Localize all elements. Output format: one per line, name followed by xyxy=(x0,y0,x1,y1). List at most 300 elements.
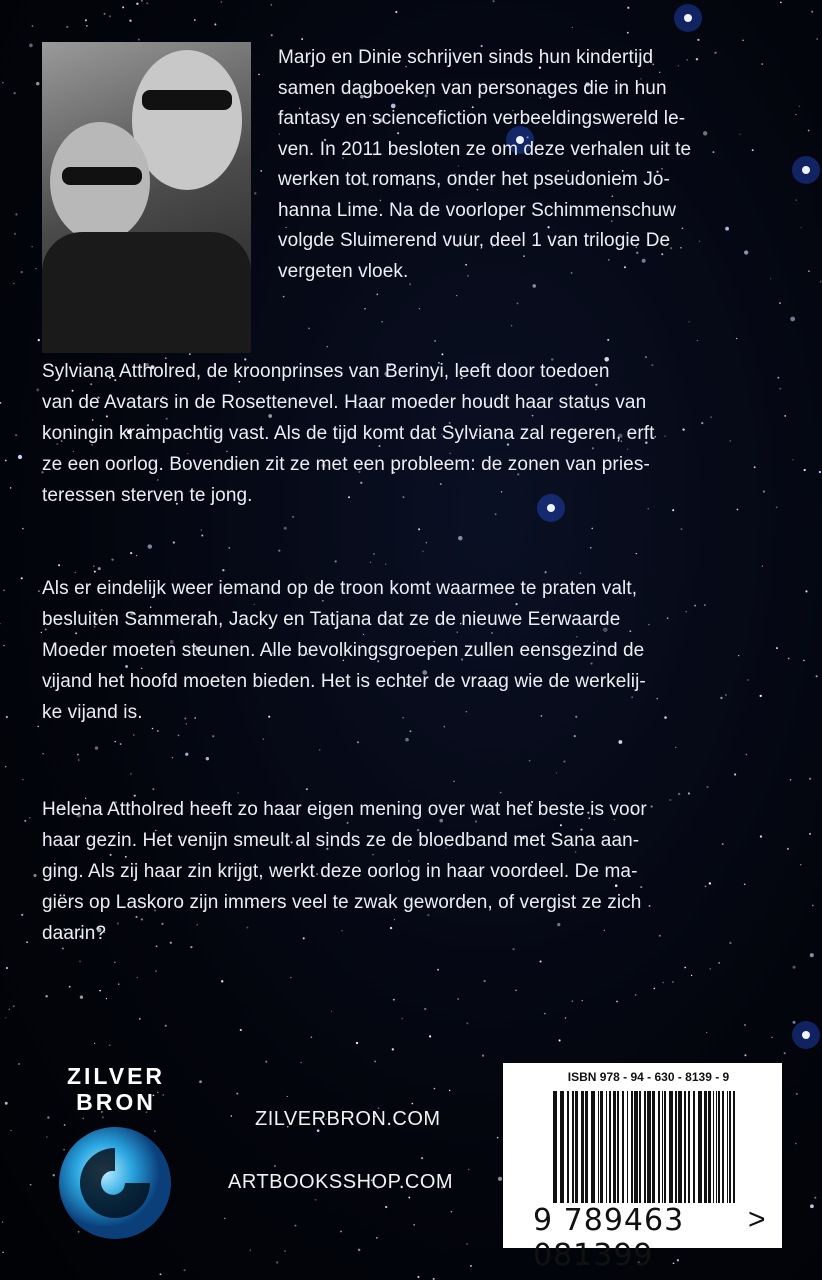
barcode-bar xyxy=(609,1091,611,1203)
star xyxy=(685,611,687,613)
star xyxy=(819,471,821,473)
zilverbron-link[interactable]: ZILVERBRON.COM xyxy=(255,1108,441,1130)
star xyxy=(752,149,754,151)
barcode-bar xyxy=(627,1091,628,1203)
star xyxy=(776,507,778,509)
star xyxy=(18,1063,20,1065)
star xyxy=(763,490,765,492)
star xyxy=(790,779,792,781)
star xyxy=(744,1024,746,1026)
star xyxy=(86,25,88,27)
star xyxy=(137,977,138,978)
star xyxy=(787,848,789,850)
star xyxy=(22,779,24,781)
star xyxy=(799,106,800,107)
star xyxy=(206,757,209,760)
publisher-logo xyxy=(48,1063,184,1115)
star xyxy=(710,416,711,417)
star xyxy=(816,675,818,677)
bright-star xyxy=(802,1031,810,1039)
barcode-bar xyxy=(718,1091,720,1203)
star xyxy=(189,353,191,355)
star xyxy=(544,1013,545,1014)
star xyxy=(46,1136,47,1137)
star xyxy=(276,1261,278,1263)
star xyxy=(744,883,746,885)
star xyxy=(6,716,8,718)
star xyxy=(5,460,7,462)
barcode-bar xyxy=(572,1091,574,1203)
star xyxy=(627,32,629,34)
star xyxy=(376,1237,378,1239)
star xyxy=(5,1017,6,1018)
star xyxy=(18,455,22,459)
star xyxy=(800,864,801,865)
star xyxy=(357,741,359,743)
star xyxy=(582,1000,583,1001)
barcode-bar xyxy=(727,1091,728,1203)
star xyxy=(358,1249,361,1252)
artbooksshop-link[interactable]: ARTBOOKSSHOP.COM xyxy=(228,1171,454,1193)
star xyxy=(120,743,122,745)
star xyxy=(722,843,724,845)
star xyxy=(106,998,107,999)
star xyxy=(14,233,16,235)
star xyxy=(114,741,116,743)
star xyxy=(405,738,409,742)
star xyxy=(221,980,223,982)
star xyxy=(3,645,5,647)
star xyxy=(13,92,15,94)
barcode-bar xyxy=(613,1091,616,1203)
star xyxy=(672,981,674,983)
star xyxy=(9,1009,10,1010)
star xyxy=(118,983,120,985)
star xyxy=(319,749,321,751)
star xyxy=(292,516,294,518)
star xyxy=(178,734,180,736)
star xyxy=(93,566,94,567)
star xyxy=(274,1165,276,1167)
star xyxy=(812,905,814,907)
star xyxy=(139,1018,141,1020)
star xyxy=(795,1143,796,1144)
star xyxy=(805,590,807,592)
barcode-number xyxy=(533,1203,782,1273)
barcode-bar xyxy=(688,1091,690,1203)
star xyxy=(497,1137,499,1139)
star xyxy=(136,3,138,5)
star xyxy=(138,39,140,41)
star xyxy=(236,1093,238,1095)
barcode-digits: 789463 081399 xyxy=(533,1203,685,1273)
star xyxy=(308,328,310,330)
star xyxy=(172,757,173,758)
star xyxy=(173,541,175,543)
star xyxy=(659,935,661,937)
barcode-bar xyxy=(606,1091,607,1203)
star xyxy=(278,550,280,552)
star xyxy=(803,660,805,662)
star xyxy=(5,766,6,767)
star xyxy=(808,130,810,132)
star xyxy=(511,325,512,326)
barcode-bar xyxy=(733,1091,735,1203)
star xyxy=(412,1103,414,1105)
star xyxy=(15,213,17,215)
star xyxy=(458,536,463,541)
barcode-bar xyxy=(704,1091,707,1203)
star xyxy=(184,1269,186,1271)
star xyxy=(2,1252,3,1253)
star xyxy=(574,735,576,737)
star xyxy=(563,760,565,762)
star xyxy=(284,527,287,530)
star xyxy=(792,459,793,460)
star xyxy=(466,1022,468,1024)
star xyxy=(212,735,214,737)
star xyxy=(675,747,676,748)
star xyxy=(736,338,737,339)
star xyxy=(627,7,629,9)
barcode-bar xyxy=(639,1091,641,1203)
star xyxy=(710,968,711,969)
star xyxy=(36,388,39,391)
barcode-bar xyxy=(553,1091,557,1203)
star xyxy=(401,1018,403,1020)
star xyxy=(33,874,36,877)
star xyxy=(130,552,132,554)
star xyxy=(456,295,457,296)
star xyxy=(468,1169,470,1171)
star xyxy=(240,1029,242,1031)
star xyxy=(801,227,802,228)
star xyxy=(122,6,124,8)
barcode-bar xyxy=(622,1091,624,1203)
star xyxy=(725,227,729,231)
star xyxy=(13,283,15,285)
star xyxy=(392,1048,394,1050)
star xyxy=(591,528,593,530)
star xyxy=(816,38,818,40)
star xyxy=(714,52,716,54)
star xyxy=(607,339,609,341)
star xyxy=(373,553,375,555)
star xyxy=(754,466,756,468)
star xyxy=(99,990,101,992)
star xyxy=(820,281,822,283)
star xyxy=(421,1157,423,1159)
star xyxy=(694,605,696,607)
star xyxy=(672,509,674,511)
star xyxy=(146,2,148,4)
star xyxy=(770,278,771,279)
star xyxy=(3,589,5,591)
star xyxy=(36,82,40,86)
star xyxy=(364,308,365,309)
star xyxy=(780,2,782,4)
star xyxy=(21,577,23,579)
star xyxy=(418,528,420,530)
star xyxy=(810,1204,814,1208)
barcode-bar xyxy=(581,1091,584,1203)
barcode-bar xyxy=(708,1091,711,1203)
star xyxy=(141,0,143,2)
star xyxy=(747,679,749,681)
star xyxy=(327,346,328,347)
star xyxy=(814,1197,816,1199)
barcode-bar xyxy=(567,1091,569,1203)
star xyxy=(111,558,113,560)
star xyxy=(109,1045,110,1046)
star xyxy=(556,772,557,773)
star xyxy=(590,547,592,549)
star xyxy=(152,788,154,790)
barcode-bar xyxy=(669,1091,673,1203)
star xyxy=(0,623,1,624)
barcode-bar xyxy=(716,1091,717,1203)
star xyxy=(761,63,763,65)
bright-star xyxy=(802,166,810,174)
star xyxy=(30,1184,32,1186)
star xyxy=(32,25,34,27)
star xyxy=(709,882,711,884)
star xyxy=(311,1036,312,1037)
star xyxy=(744,1054,746,1056)
star xyxy=(795,114,796,115)
star xyxy=(408,1197,410,1199)
star xyxy=(697,39,699,41)
star xyxy=(224,1218,226,1220)
star xyxy=(201,535,203,537)
star xyxy=(720,697,722,699)
star xyxy=(784,1052,786,1054)
star xyxy=(701,422,703,424)
star xyxy=(745,754,747,756)
star xyxy=(678,793,680,795)
star xyxy=(681,528,683,530)
star xyxy=(810,953,814,957)
star xyxy=(684,967,686,969)
star xyxy=(136,555,137,556)
star xyxy=(804,469,806,471)
star xyxy=(104,13,106,15)
star xyxy=(395,11,397,13)
star xyxy=(744,250,748,254)
star xyxy=(434,1088,436,1090)
star xyxy=(129,20,131,22)
barcode-first-digit: 9 xyxy=(533,1203,554,1238)
star xyxy=(35,268,37,270)
star xyxy=(649,905,651,907)
star xyxy=(0,402,1,404)
star xyxy=(21,271,23,273)
star xyxy=(228,547,230,549)
star xyxy=(495,513,497,515)
star xyxy=(688,792,690,794)
star xyxy=(529,760,531,762)
barcode-bar xyxy=(617,1091,619,1203)
star xyxy=(453,781,454,782)
star xyxy=(712,151,714,153)
barcode-bar xyxy=(631,1091,633,1203)
star xyxy=(306,788,308,790)
star xyxy=(155,970,156,971)
barcode-bar xyxy=(647,1091,651,1203)
star xyxy=(725,694,727,696)
star xyxy=(688,321,690,323)
star xyxy=(263,738,264,739)
star xyxy=(102,1116,104,1118)
star xyxy=(77,754,79,756)
star xyxy=(705,886,707,888)
star xyxy=(22,528,24,530)
author-photo xyxy=(42,42,251,353)
star xyxy=(457,998,459,1000)
star xyxy=(160,1273,162,1275)
star xyxy=(47,1116,49,1118)
star xyxy=(729,942,731,944)
barcode-bar xyxy=(693,1091,695,1203)
star xyxy=(779,388,781,390)
star xyxy=(45,995,47,997)
star xyxy=(294,1225,296,1227)
star xyxy=(300,1062,301,1063)
star xyxy=(194,19,196,21)
star xyxy=(85,19,87,21)
barcode-bar xyxy=(664,1091,666,1203)
star xyxy=(664,716,667,719)
barcode-bar xyxy=(560,1091,564,1203)
star xyxy=(762,565,763,566)
star xyxy=(434,340,436,342)
star xyxy=(78,759,79,760)
barcode-arrow: > xyxy=(748,1203,766,1236)
barcode-bar xyxy=(634,1091,638,1203)
bright-star xyxy=(684,14,692,22)
barcode-bar xyxy=(729,1091,731,1203)
barcode-bar xyxy=(575,1091,578,1203)
star xyxy=(779,302,781,304)
star xyxy=(42,753,43,754)
barcode-bar xyxy=(713,1091,714,1203)
star xyxy=(796,1093,798,1095)
star xyxy=(374,1060,376,1062)
star xyxy=(31,246,32,247)
star xyxy=(24,820,26,822)
star xyxy=(572,1000,574,1002)
star xyxy=(437,969,439,971)
star xyxy=(739,133,740,134)
star xyxy=(618,740,622,744)
star xyxy=(315,1199,317,1201)
barcode-bar xyxy=(662,1091,663,1203)
publisher-name-line2: BRON xyxy=(76,1089,156,1115)
star xyxy=(572,27,573,28)
star xyxy=(10,487,12,489)
star xyxy=(426,542,427,543)
barcode-bars xyxy=(553,1091,738,1221)
star xyxy=(15,434,17,436)
star xyxy=(760,695,762,697)
star xyxy=(37,726,39,728)
star xyxy=(130,773,132,775)
star xyxy=(301,38,303,40)
star xyxy=(441,353,443,355)
star xyxy=(517,302,519,304)
star xyxy=(482,1054,484,1056)
star xyxy=(667,617,669,619)
star xyxy=(29,817,30,818)
star xyxy=(451,1211,452,1212)
star xyxy=(771,1037,773,1039)
star xyxy=(69,986,71,988)
star xyxy=(413,1224,415,1226)
star xyxy=(419,308,420,309)
star xyxy=(796,199,797,200)
star xyxy=(199,1080,202,1083)
star xyxy=(114,962,115,963)
star xyxy=(221,1,222,2)
star xyxy=(201,529,202,530)
star xyxy=(5,1102,8,1105)
barcode-bar xyxy=(698,1091,702,1203)
star xyxy=(664,436,665,437)
star xyxy=(109,15,111,17)
star xyxy=(648,624,650,626)
star xyxy=(157,730,159,732)
star xyxy=(250,1249,251,1250)
star xyxy=(185,753,188,756)
star xyxy=(214,23,216,25)
star xyxy=(290,977,291,978)
star xyxy=(484,980,486,982)
star xyxy=(793,966,796,969)
star xyxy=(809,833,811,835)
star xyxy=(222,569,224,571)
star xyxy=(696,58,698,60)
star xyxy=(287,1096,288,1097)
star xyxy=(738,655,739,656)
star xyxy=(707,786,709,788)
star xyxy=(682,428,684,430)
star xyxy=(776,647,778,649)
star xyxy=(95,746,98,749)
star xyxy=(793,1021,796,1024)
star xyxy=(811,11,813,13)
star xyxy=(515,990,516,991)
barcode-bar xyxy=(684,1091,686,1203)
isbn-barcode xyxy=(503,1063,782,1273)
star xyxy=(703,131,707,135)
star xyxy=(381,321,383,323)
barcode-bar xyxy=(652,1091,655,1203)
star xyxy=(699,240,701,242)
star xyxy=(6,967,8,969)
star xyxy=(335,560,337,562)
star xyxy=(284,1250,286,1252)
star xyxy=(492,0,494,2)
star xyxy=(356,1042,358,1044)
star xyxy=(559,1039,561,1041)
star xyxy=(706,1032,707,1033)
barcode-bar xyxy=(585,1091,588,1203)
star xyxy=(2,1221,3,1222)
star xyxy=(148,544,152,548)
star xyxy=(271,34,273,36)
star xyxy=(165,1025,167,1027)
star xyxy=(422,551,423,552)
